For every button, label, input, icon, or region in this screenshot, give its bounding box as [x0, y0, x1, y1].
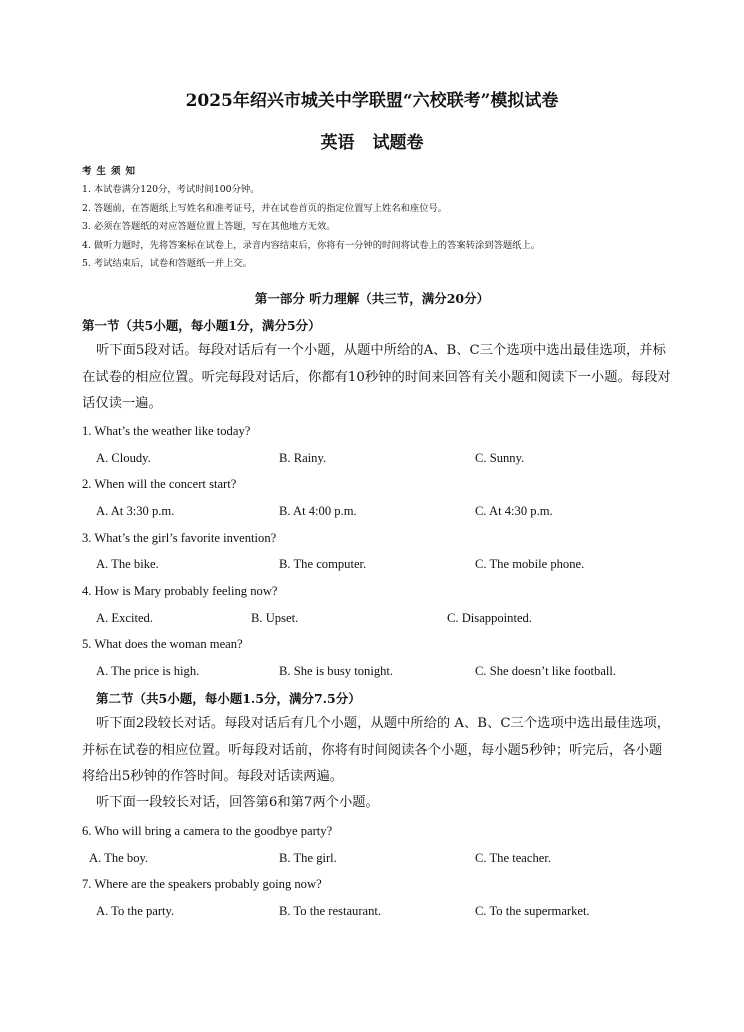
question-7-option-a: A. To the party.	[96, 904, 175, 918]
section1-title: 第一节（共5小题，每小题1分，满分5分）	[82, 318, 321, 333]
subject-label: 英语	[320, 133, 355, 153]
notice-item: 3. 必须在答题纸的对应答题位置上答题，写在其他地方无效。	[82, 221, 336, 232]
question-5-option-b: B. She is busy tonight.	[279, 664, 394, 678]
question-4: 4. How is Mary probably feeling now?	[82, 584, 278, 598]
question-4-option-b: B. Upset.	[251, 611, 299, 625]
notice-item: 2. 答题前，在答题纸上写姓名和准考证号，并在试卷首页的指定位置写上姓名和座位号。	[82, 202, 448, 214]
notice-list	[82, 181, 540, 274]
question-4-option-c: C. Disappointed.	[447, 611, 533, 625]
exam-subtitle	[0, 128, 744, 153]
question-6-option-c: C. The teacher.	[475, 851, 551, 865]
question-2: 2. When will the concert start?	[82, 477, 237, 491]
question-5-option-c: C. She doesn’t like football.	[475, 664, 617, 678]
section1-instructions: 听下面5段对话。每段对话后有一个小题，从题中所给的A、B、C三个选项中选出最佳选项，并标在试卷的相应位置。听完每段对话后，你都有10秒钟的时间来回答有关小题和阅读下一小题。每段对话仅读一遍。	[82, 343, 671, 411]
question-4-option-a: A. Excited.	[96, 611, 154, 625]
question-6: 6. Who will bring a camera to the goodbye party?	[82, 824, 333, 838]
paper-label: 试题卷	[372, 133, 424, 153]
notice-item: 4. 做听力题时，先将答案标在试卷上，录音内容结束后，你将有一分钟的时间将试卷上的答案转涂到答题纸上。	[82, 239, 541, 251]
question-7-option-c: C. To the supermarket.	[475, 904, 590, 918]
question-3-option-b: B. The computer.	[279, 557, 367, 571]
question-6-option-b: B. The girl.	[279, 851, 337, 865]
question-6-option-a: A. The boy.	[89, 851, 149, 865]
question-7: 7. Where are the speakers probably going now?	[82, 877, 322, 891]
question-3-option-a: A. The bike.	[96, 557, 159, 571]
question-5: 5. What does the woman mean?	[82, 637, 243, 651]
question-2-option-a: A. At 3:30 p.m.	[96, 504, 175, 518]
notice-item: 1. 本试卷满分120分，考试时间100分钟。	[82, 184, 260, 195]
question-5-option-a: A. The price is high.	[96, 664, 200, 678]
question-3: 3. What’s the girl’s favorite invention?	[82, 531, 277, 545]
question-1-option-c: C. Sunny.	[475, 451, 525, 465]
question-2-option-b: B. At 4:00 p.m.	[279, 504, 357, 518]
question-1: 1. What’s the weather like today?	[82, 424, 251, 438]
question-2-option-c: C. At 4:30 p.m.	[475, 504, 553, 518]
exam-title: 2025年绍兴市城关中学联盟“六校联考”模拟试卷	[185, 91, 559, 111]
section2-instructions: 听下面2段较长对话。每段对话后有几个小题，从题中所给的 A、B、C三个选项中选出最佳选项，并标在试卷的相应位置。听每段对话前，你将有时间阅读各个小题，每小题5秒钟；听完后，各小题将给出5秒钟的作答时间。每段对话读两遍。	[82, 716, 671, 784]
part1-title: 第一部分 听力理解（共三节，满分20分）	[254, 291, 490, 306]
question-1-option-b: B. Rainy.	[279, 451, 327, 465]
section2-sub-instructions: 听下面一段较长对话，回答第6和第7两个小题。	[96, 795, 379, 810]
question-7-option-b: B. To the restaurant.	[279, 904, 382, 918]
question-1-option-a: A. Cloudy.	[96, 451, 151, 465]
notice-heading: 考生须知	[82, 166, 141, 177]
section2-title: 第二节（共5小题，每小题1.5分，满分7.5分）	[96, 691, 361, 706]
question-3-option-c: C. The mobile phone.	[475, 557, 585, 571]
notice-item: 5. 考试结束后，试卷和答题纸一并上交。	[82, 258, 252, 269]
